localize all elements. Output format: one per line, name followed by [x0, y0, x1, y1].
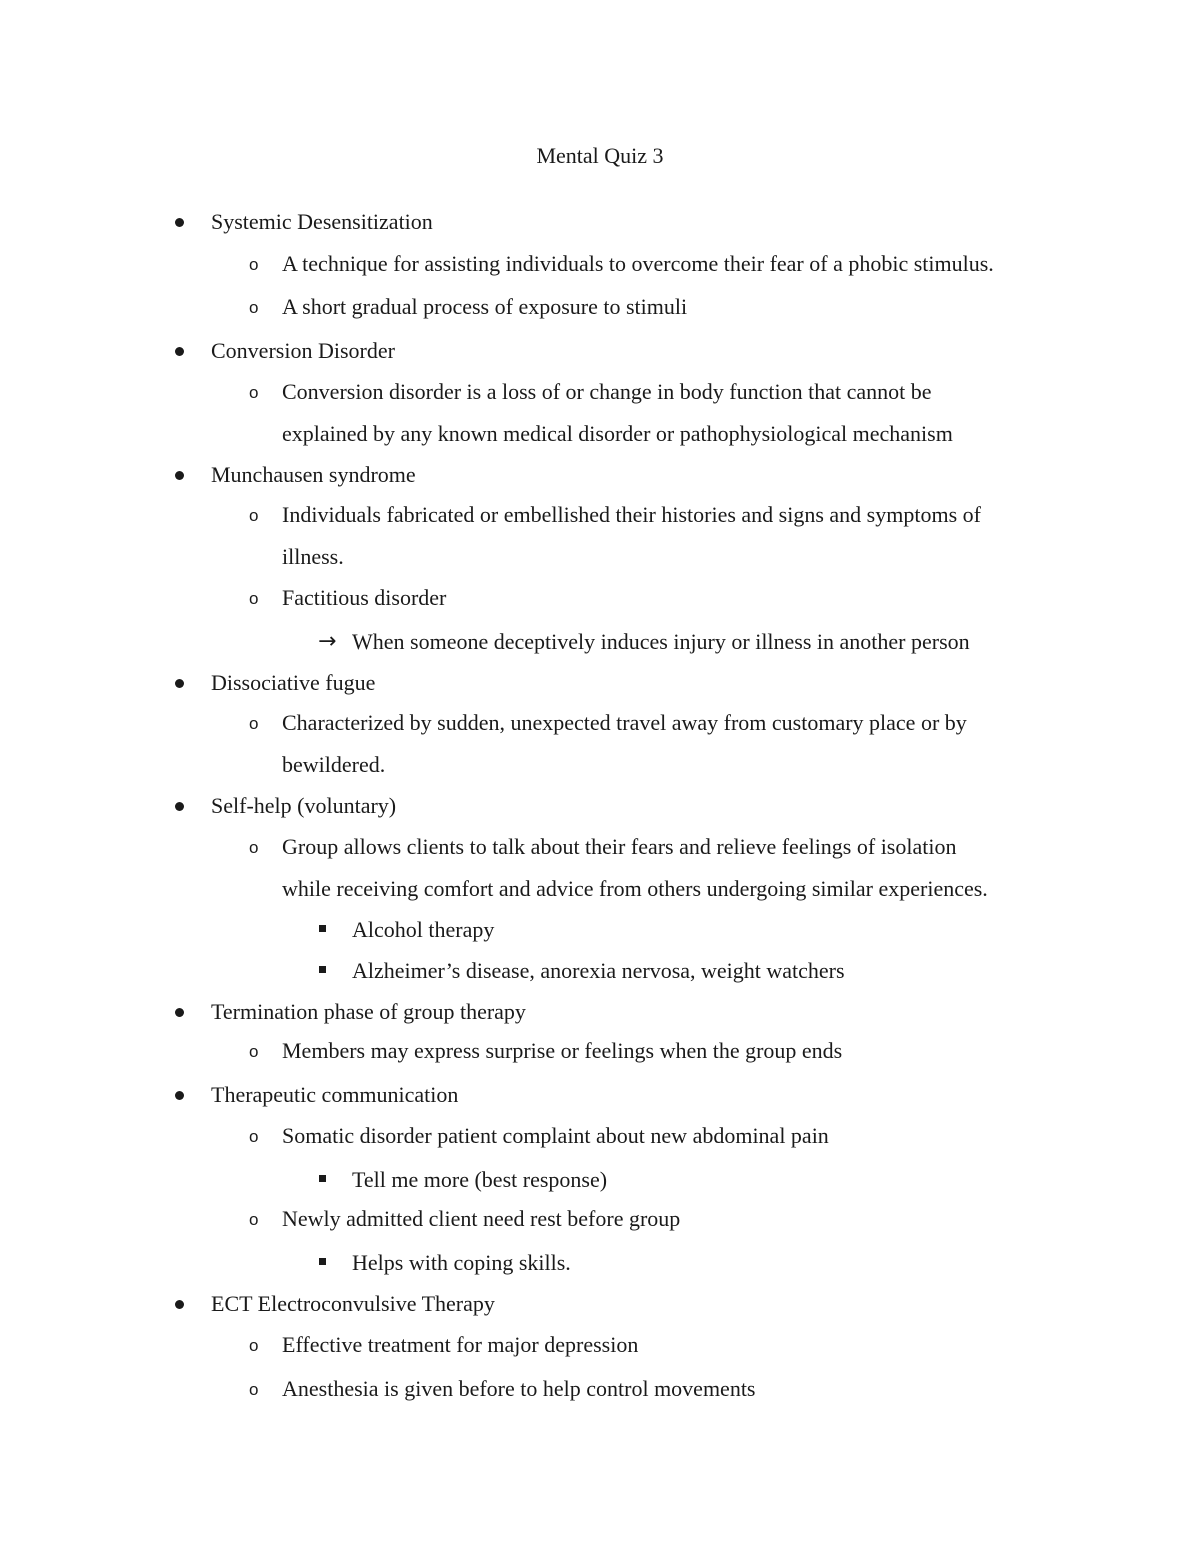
- circle-marker: o: [249, 1336, 259, 1355]
- circle-marker: o: [249, 506, 259, 525]
- sub-item: A technique for assisting individuals to overcome their fear of a phobic stimulus.: [282, 251, 994, 276]
- sub-item: Factitious disorder: [282, 585, 447, 610]
- sub-item: Newly admitted client need rest before group: [282, 1206, 681, 1231]
- bullet-marker: [175, 802, 184, 811]
- sub-item: Members may express surprise or feelings when the group ends: [282, 1038, 843, 1063]
- circle-marker: o: [249, 383, 259, 402]
- sub-sub-item: Helps with coping skills.: [352, 1250, 571, 1275]
- circle-marker: o: [249, 1042, 259, 1061]
- sub-item-continuation: bewildered.: [282, 752, 386, 777]
- bullet-marker: [175, 218, 184, 227]
- square-marker: [319, 925, 326, 932]
- square-marker: [319, 1175, 326, 1182]
- circle-marker: o: [249, 589, 259, 608]
- sub-sub-item: Tell me more (best response): [352, 1167, 608, 1192]
- sub-item: Effective treatment for major depression: [282, 1332, 639, 1357]
- section-heading: Munchausen syndrome: [211, 462, 416, 487]
- section-heading: ECT Electroconvulsive Therapy: [211, 1291, 495, 1316]
- sub-item-continuation: explained by any known medical disorder or pathophysiological mechanism: [282, 421, 953, 446]
- bullet-marker: [175, 471, 184, 480]
- circle-marker: o: [249, 1380, 259, 1399]
- bullet-marker: [175, 1091, 184, 1100]
- circle-marker: o: [249, 838, 259, 857]
- section-heading: Dissociative fugue: [211, 670, 376, 695]
- square-marker: [319, 966, 326, 973]
- sub-sub-item: Alcohol therapy: [352, 917, 495, 942]
- sub-item: Conversion disorder is a loss of or change in body function that cannot be: [282, 379, 932, 404]
- bullet-marker: [175, 1008, 184, 1017]
- sub-item-continuation: illness.: [282, 544, 344, 569]
- section-heading: Termination phase of group therapy: [211, 999, 526, 1024]
- sub-sub-item: When someone deceptively induces injury or illness in another person: [352, 629, 970, 654]
- circle-marker: o: [249, 298, 259, 317]
- document-title: Mental Quiz 3: [536, 143, 664, 168]
- sub-item: A short gradual process of exposure to stimuli: [282, 294, 688, 319]
- sub-item: Anesthesia is given before to help control movements: [282, 1376, 756, 1401]
- circle-marker: o: [249, 1127, 259, 1146]
- sub-item-continuation: while receiving comfort and advice from others undergoing similar experiences.: [282, 876, 988, 901]
- section-heading: Conversion Disorder: [211, 338, 395, 363]
- square-marker: [319, 1258, 326, 1265]
- sub-item: Somatic disorder patient complaint about new abdominal pain: [282, 1123, 829, 1148]
- circle-marker: o: [249, 1210, 259, 1229]
- arrow-icon: →: [318, 629, 337, 654]
- bullet-marker: [175, 679, 184, 688]
- bullet-marker: [175, 347, 184, 356]
- bullet-marker: [175, 1300, 184, 1309]
- section-heading: Therapeutic communication: [211, 1082, 459, 1107]
- circle-marker: o: [249, 714, 259, 733]
- circle-marker: o: [249, 255, 259, 274]
- section-heading: Systemic Desensitization: [211, 209, 433, 234]
- sub-sub-item: Alzheimer’s disease, anorexia nervosa, weight watchers: [352, 958, 845, 983]
- sub-item: Characterized by sudden, unexpected travel away from customary place or by: [282, 710, 967, 735]
- sub-item: Group allows clients to talk about their fears and relieve feelings of isolation: [282, 834, 957, 859]
- sub-item: Individuals fabricated or embellished their histories and signs and symptoms of: [282, 502, 981, 527]
- section-heading: Self-help (voluntary): [211, 793, 397, 818]
